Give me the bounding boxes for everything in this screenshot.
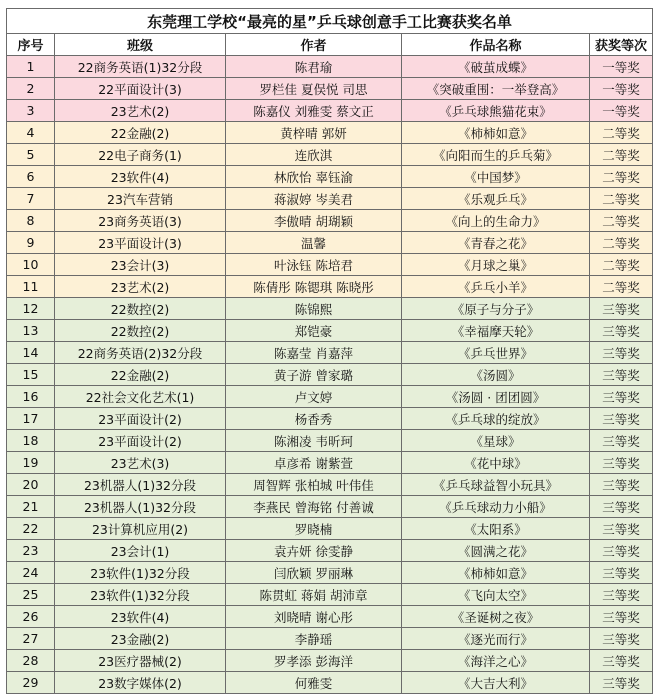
cell-authors: 陈锦熙	[226, 298, 402, 320]
cell-class: 22商务英语(1)32分段	[55, 56, 226, 78]
cell-class: 22金融(2)	[55, 364, 226, 386]
cell-no: 27	[7, 628, 55, 650]
cell-award: 二等奖	[590, 188, 653, 210]
cell-no: 12	[7, 298, 55, 320]
cell-award: 二等奖	[590, 166, 653, 188]
cell-work: 《向阳而生的乒乓菊》	[402, 144, 590, 166]
cell-award: 三等奖	[590, 628, 653, 650]
cell-award: 三等奖	[590, 408, 653, 430]
cell-work: 《乐观乒乓》	[402, 188, 590, 210]
cell-award: 二等奖	[590, 122, 653, 144]
table-row	[7, 298, 653, 320]
cell-no: 5	[7, 144, 55, 166]
cell-award: 三等奖	[590, 298, 653, 320]
cell-award: 二等奖	[590, 232, 653, 254]
table-row	[7, 210, 653, 232]
cell-class: 23计算机应用(2)	[55, 518, 226, 540]
cell-work: 《突破重围：一举登高》	[402, 78, 590, 100]
table-row	[7, 496, 653, 518]
cell-award: 三等奖	[590, 320, 653, 342]
cell-work: 《汤圆 · 团团圆》	[402, 386, 590, 408]
cell-work: 《原子与分子》	[402, 298, 590, 320]
cell-class: 23软件(4)	[55, 166, 226, 188]
table-row	[7, 232, 653, 254]
cell-no: 24	[7, 562, 55, 584]
cell-class: 22数控(2)	[55, 298, 226, 320]
table-row	[7, 364, 653, 386]
cell-no: 11	[7, 276, 55, 298]
cell-award: 二等奖	[590, 144, 653, 166]
cell-no: 23	[7, 540, 55, 562]
cell-class: 23软件(4)	[55, 606, 226, 628]
cell-award: 三等奖	[590, 342, 653, 364]
cell-work: 《汤圆》	[402, 364, 590, 386]
cell-work: 《逐光而行》	[402, 628, 590, 650]
table-row	[7, 628, 653, 650]
cell-class: 23平面设计(3)	[55, 232, 226, 254]
cell-class: 23医疗器械(2)	[55, 650, 226, 672]
cell-no: 14	[7, 342, 55, 364]
cell-award: 二等奖	[590, 254, 653, 276]
table-row	[7, 122, 653, 144]
cell-no: 21	[7, 496, 55, 518]
cell-authors: 罗栏佳 夏俣悦 司思	[226, 78, 402, 100]
cell-no: 6	[7, 166, 55, 188]
cell-class: 22数控(2)	[55, 320, 226, 342]
cell-authors: 刘晓晴 谢心彤	[226, 606, 402, 628]
table-row	[7, 56, 653, 78]
cell-award: 一等奖	[590, 56, 653, 78]
cell-authors: 卢文婷	[226, 386, 402, 408]
cell-no: 13	[7, 320, 55, 342]
cell-work: 《花中球》	[402, 452, 590, 474]
cell-class: 23艺术(2)	[55, 100, 226, 122]
table-row	[7, 254, 653, 276]
table-row	[7, 540, 653, 562]
table-row	[7, 584, 653, 606]
cell-work: 《柿柿如意》	[402, 562, 590, 584]
cell-work: 《乒乓球益智小玩具》	[402, 474, 590, 496]
cell-authors: 陈倩彤 陈锶琪 陈晓彤	[226, 276, 402, 298]
cell-award: 二等奖	[590, 210, 653, 232]
cell-award: 三等奖	[590, 518, 653, 540]
cell-authors: 温馨	[226, 232, 402, 254]
header-row	[7, 34, 653, 56]
cell-class: 23数字媒体(2)	[55, 672, 226, 694]
cell-award: 三等奖	[590, 452, 653, 474]
table-row	[7, 672, 653, 694]
header-work: 作品名称	[402, 34, 590, 56]
cell-award: 三等奖	[590, 540, 653, 562]
cell-work: 《圣诞树之夜》	[402, 606, 590, 628]
table-row	[7, 100, 653, 122]
cell-work: 《乒乓球动力小船》	[402, 496, 590, 518]
cell-class: 23机器人(1)32分段	[55, 474, 226, 496]
cell-work: 《向上的生命力》	[402, 210, 590, 232]
cell-award: 一等奖	[590, 78, 653, 100]
cell-class: 22电子商务(1)	[55, 144, 226, 166]
cell-authors: 李燕民 曾海铭 付善诚	[226, 496, 402, 518]
cell-authors: 郑铠豪	[226, 320, 402, 342]
cell-authors: 李静瑶	[226, 628, 402, 650]
cell-no: 19	[7, 452, 55, 474]
cell-authors: 陈湘凌 韦昕珂	[226, 430, 402, 452]
table-row	[7, 650, 653, 672]
table-row	[7, 606, 653, 628]
cell-award: 一等奖	[590, 100, 653, 122]
title-row	[7, 9, 653, 34]
cell-award: 三等奖	[590, 606, 653, 628]
cell-no: 4	[7, 122, 55, 144]
cell-authors: 闫欣颖 罗丽琳	[226, 562, 402, 584]
award-table	[6, 8, 653, 694]
cell-class: 23艺术(3)	[55, 452, 226, 474]
table-row	[7, 518, 653, 540]
cell-no: 8	[7, 210, 55, 232]
cell-authors: 杨香秀	[226, 408, 402, 430]
header-no: 序号	[7, 34, 55, 56]
cell-award: 三等奖	[590, 650, 653, 672]
cell-class: 23机器人(1)32分段	[55, 496, 226, 518]
table-row	[7, 166, 653, 188]
table-title: 东莞理工学校“最亮的星”乒乓球创意手工比赛获奖名单	[7, 9, 653, 34]
cell-work: 《星球》	[402, 430, 590, 452]
cell-class: 23软件(1)32分段	[55, 562, 226, 584]
cell-award: 三等奖	[590, 672, 653, 694]
cell-class: 22平面设计(3)	[55, 78, 226, 100]
cell-no: 10	[7, 254, 55, 276]
cell-award: 三等奖	[590, 496, 653, 518]
cell-no: 28	[7, 650, 55, 672]
cell-work: 《飞向太空》	[402, 584, 590, 606]
cell-work: 《破茧成蝶》	[402, 56, 590, 78]
cell-work: 《幸福摩天轮》	[402, 320, 590, 342]
cell-no: 22	[7, 518, 55, 540]
table-row	[7, 562, 653, 584]
cell-no: 20	[7, 474, 55, 496]
cell-award: 三等奖	[590, 364, 653, 386]
cell-award: 三等奖	[590, 386, 653, 408]
table-row	[7, 320, 653, 342]
cell-work: 《乒乓世界》	[402, 342, 590, 364]
cell-no: 7	[7, 188, 55, 210]
header-authors: 作者	[226, 34, 402, 56]
cell-class: 23平面设计(2)	[55, 430, 226, 452]
table-row	[7, 78, 653, 100]
cell-work: 《中国梦》	[402, 166, 590, 188]
cell-authors: 陈嘉仪 刘雅雯 蔡文正	[226, 100, 402, 122]
table-row	[7, 430, 653, 452]
cell-no: 16	[7, 386, 55, 408]
cell-authors: 蒋淑婷 岑美君	[226, 188, 402, 210]
cell-authors: 黄梓晴 郭妍	[226, 122, 402, 144]
cell-no: 1	[7, 56, 55, 78]
cell-class: 23金融(2)	[55, 628, 226, 650]
cell-class: 23会计(1)	[55, 540, 226, 562]
cell-class: 23软件(1)32分段	[55, 584, 226, 606]
cell-authors: 袁卉妍 徐雯静	[226, 540, 402, 562]
cell-no: 2	[7, 78, 55, 100]
cell-work: 《乒乓小羊》	[402, 276, 590, 298]
cell-work: 《大吉大利》	[402, 672, 590, 694]
cell-no: 26	[7, 606, 55, 628]
cell-authors: 陈君瑜	[226, 56, 402, 78]
cell-work: 《月球之巢》	[402, 254, 590, 276]
table-row	[7, 188, 653, 210]
header-class: 班级	[55, 34, 226, 56]
cell-work: 《海洋之心》	[402, 650, 590, 672]
table-row	[7, 342, 653, 364]
cell-work: 《青春之花》	[402, 232, 590, 254]
table-row	[7, 474, 653, 496]
table-row	[7, 452, 653, 474]
table-row	[7, 276, 653, 298]
cell-award: 三等奖	[590, 474, 653, 496]
cell-class: 23艺术(2)	[55, 276, 226, 298]
cell-work: 《乒乓球的绽放》	[402, 408, 590, 430]
cell-class: 22社会文化艺术(1)	[55, 386, 226, 408]
cell-no: 15	[7, 364, 55, 386]
cell-award: 三等奖	[590, 430, 653, 452]
cell-work: 《太阳系》	[402, 518, 590, 540]
cell-class: 23汽车营销	[55, 188, 226, 210]
cell-authors: 陈嘉莹 肖嘉萍	[226, 342, 402, 364]
cell-no: 3	[7, 100, 55, 122]
cell-authors: 陈贯虹 蒋娟 胡沛章	[226, 584, 402, 606]
cell-no: 18	[7, 430, 55, 452]
cell-no: 9	[7, 232, 55, 254]
cell-authors: 周智辉 张柏城 叶伟佳	[226, 474, 402, 496]
cell-authors: 黄子游 曾家璐	[226, 364, 402, 386]
cell-authors: 连欣淇	[226, 144, 402, 166]
cell-authors: 罗晓楠	[226, 518, 402, 540]
cell-authors: 叶泳钰 陈培君	[226, 254, 402, 276]
cell-class: 23会计(3)	[55, 254, 226, 276]
cell-authors: 罗孝添 彭海洋	[226, 650, 402, 672]
table-row	[7, 386, 653, 408]
cell-work: 《乒乓球熊猫花束》	[402, 100, 590, 122]
header-award: 获奖等次	[590, 34, 653, 56]
cell-authors: 何雅雯	[226, 672, 402, 694]
cell-class: 23商务英语(3)	[55, 210, 226, 232]
cell-no: 29	[7, 672, 55, 694]
cell-no: 25	[7, 584, 55, 606]
table-body	[7, 56, 653, 694]
cell-award: 三等奖	[590, 584, 653, 606]
table-row	[7, 144, 653, 166]
cell-class: 22金融(2)	[55, 122, 226, 144]
table-row	[7, 408, 653, 430]
cell-no: 17	[7, 408, 55, 430]
cell-class: 22商务英语(2)32分段	[55, 342, 226, 364]
cell-work: 《圆满之花》	[402, 540, 590, 562]
cell-award: 三等奖	[590, 562, 653, 584]
cell-work: 《柿柿如意》	[402, 122, 590, 144]
cell-authors: 林欣怡 辜钰渝	[226, 166, 402, 188]
cell-authors: 李傲晴 胡瑚颖	[226, 210, 402, 232]
cell-award: 二等奖	[590, 276, 653, 298]
cell-authors: 卓彦希 谢紫萱	[226, 452, 402, 474]
cell-class: 23平面设计(2)	[55, 408, 226, 430]
